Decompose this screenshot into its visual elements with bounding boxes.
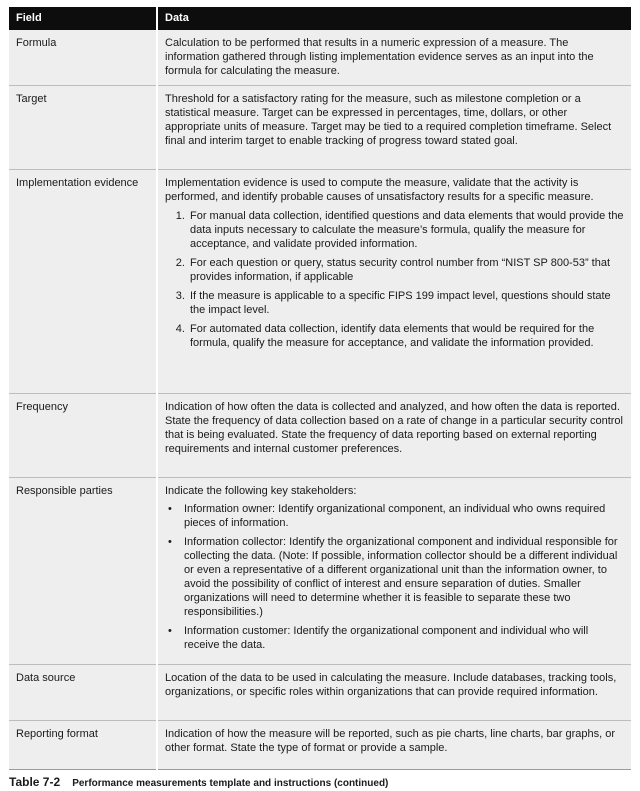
bullet-icon: • (168, 503, 172, 515)
frequency-line-2: State the frequency of data collection based on a rate of change in a particular security control that is being evaluated. State the frequency of data reporting based on external reporting requirements and internal customer preferences. (165, 415, 623, 455)
list-item-text: Information customer: Identify the organizational component and individual who will receive the data. (184, 625, 589, 651)
table-header-row (9, 7, 631, 30)
table-row (9, 478, 631, 665)
data-cell: Indication of how the measure will be reported, such as pie charts, line charts, bar graphs, or other format. State the type of format or provide a sample. (157, 721, 631, 770)
list-item: 4. For automated data collection, identify data elements that would be required for the formula, qualify the measure for acceptance, and validate the information provided. (188, 322, 625, 350)
field-cell: Responsible parties (9, 478, 157, 665)
table-row (9, 86, 631, 170)
table-row (9, 170, 631, 394)
performance-measurements-table (9, 7, 631, 770)
bullet-icon: • (168, 625, 172, 637)
header-field: Field (9, 7, 157, 30)
data-cell: Threshold for a satisfactory rating for the measure, such as milestone completion or a statistical measure. Target can be expressed in percentages, time, dollars, or other appropriate units of measure. Target may be tied to a required completion timeframe. Select final and interim target to enable tracking of progress toward stated goal. (157, 86, 631, 170)
list-item-text: Information owner: Identify organizational component, an individual who owns required pieces of information. (184, 503, 606, 529)
field-cell: Reporting format (9, 721, 157, 770)
header-data: Data (157, 7, 631, 30)
list-item (168, 535, 625, 619)
field-cell: Data source (9, 665, 157, 721)
data-cell (157, 170, 631, 394)
list-item (168, 502, 625, 530)
data-cell (157, 394, 631, 478)
caption-text: Performance measurements template and instructions (continued) (72, 778, 389, 789)
list-item-text: Information collector: Identify the organizational component and individual responsible for collecting the data. (Note: If possible, information collector should be a different individual or even a representative of a different organizational unit than the information owner, to avoid the possibility of conflict of interest and ensure separation of duties. Smaller organizations will need to determine whether it is feasible to separate these two responsibilities.) (184, 536, 618, 618)
data-cell: Location of the data to be used in calculating the measure. Include databases, tracking tools, organizations, or specific roles within organizations that can provide required information. (157, 665, 631, 721)
list-item: 2. For each question or query, status security control number from “NIST SP 800-53” that provides information, if applicable (188, 256, 625, 284)
table-row (9, 721, 631, 770)
table-caption (9, 775, 388, 789)
table-row (9, 665, 631, 721)
stakeholder-list (165, 502, 625, 652)
data-cell: Calculation to be performed that results in a numeric expression of a measure. The information gathered through listing implementation evidence serves as an input into the formula for calculating the measure. (157, 30, 631, 86)
table-row (9, 394, 631, 478)
data-cell (157, 478, 631, 665)
list-item: 3. If the measure is applicable to a specific FIPS 199 impact level, questions should state the impact level. (188, 289, 625, 317)
field-cell: Implementation evidence (9, 170, 157, 394)
table-row (9, 30, 631, 86)
caption-number: Table 7-2 (9, 775, 61, 789)
responsible-intro: Indicate the following key stakeholders: (165, 485, 357, 497)
implementation-list (165, 209, 625, 350)
field-cell: Formula (9, 30, 157, 86)
frequency-line-1: Indication of how often the data is collected and analyzed, and how often the data is reported. (165, 401, 620, 413)
field-cell: Target (9, 86, 157, 170)
list-item: 1. For manual data collection, identified questions and data elements that would provide the data inputs necessary to calculate the measure’s formula, qualify the measure for acceptance, and validate provided information. (188, 209, 625, 251)
list-item (168, 624, 625, 652)
bullet-icon: • (168, 536, 172, 548)
field-cell: Frequency (9, 394, 157, 478)
implementation-intro: Implementation evidence is used to compute the measure, validate that the activity is performed, and identify probable causes of unsatisfactory results for a specific measure. (165, 177, 594, 203)
